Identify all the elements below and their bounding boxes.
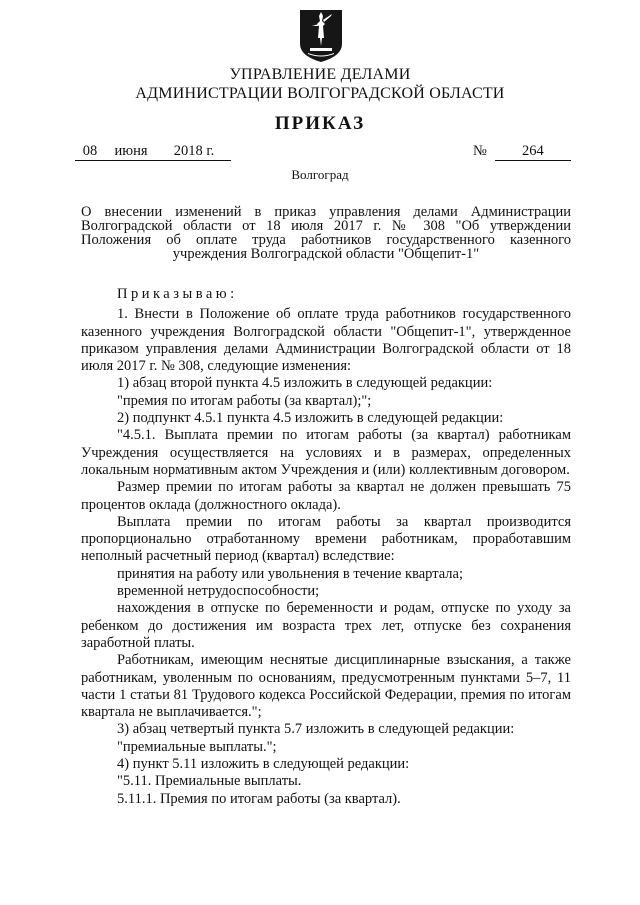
order-number (473, 143, 571, 161)
subject-line-3: Положения об оплате труда работников государственного казенного (81, 232, 571, 248)
subject-line-1: О внесении изменений в приказ управления делами Администрации (81, 204, 571, 220)
city-name: Волгоград (291, 167, 349, 182)
paragraph-6: Размер премии по итогам работы за квартал не должен превышать 75 процентов оклада (должностного оклада). (81, 479, 571, 513)
order-subject (81, 205, 571, 261)
paragraph-2: 1) абзац второй пункта 4.5 изложить в следующей редакции: (117, 375, 493, 392)
paragraph-1: 1. Внести в Положение об оплате труда работников государственного казенного учреждения Волгоградской области "Общепит-1", утвержденное приказом управления делами Администрации Волгоградской области от 18 июля 2017 г. № 308, следующие изменения: (81, 306, 571, 375)
order-date (75, 143, 231, 161)
order-date-month: июня (105, 143, 157, 161)
paragraph-7: Выплата премии по итогам работы за квартал производится пропорционально отработанному времени работникам, проработавшим неполный расчетный период (квартал) вследствие: (81, 513, 571, 565)
document-type-title: ПРИКАЗ (274, 113, 366, 134)
order-date-year: 2018 г. (157, 143, 231, 161)
order-directive-word: Приказываю: (117, 286, 238, 302)
order-body (81, 286, 571, 808)
paragraph-8: принятия на работу или увольнения в течение квартала; (117, 565, 464, 582)
paragraph-10: нахождения в отпуске по беременности и родам, отпуске по уходу за ребенком до достижения им возраста трех лет, отпуске без сохранения заработной платы. (81, 600, 571, 651)
paragraph-13: "премиальные выплаты."; (117, 738, 277, 755)
order-date-day: 08 (75, 143, 105, 161)
paragraph-15: "5.11. Премиальные выплаты. (117, 773, 302, 790)
subject-line-2: Волгоградской области от 18 июля 2017 г. № 308 "Об утверждении (81, 218, 571, 234)
paragraph-4: 2) подпункт 4.5.1 пункта 4.5 изложить в следующей редакции: (117, 410, 504, 427)
paragraph-14: 4) пункт 5.11 изложить в следующей редакции: (117, 756, 410, 773)
organization-name-line-1: УПРАВЛЕНИЕ ДЕЛАМИ (229, 66, 411, 83)
volgograd-coat-of-arms-emblem (298, 8, 344, 63)
paragraph-11: Работникам, имеющим неснятые дисциплинарные взыскания, а также работникам, уволенным по основаниям, предусмотренным пунктами 5–7, 11 части 1 статьи 81 Трудового кодекса Российской Федерации, премия по итогам квартала не выплачивается."; (81, 652, 571, 721)
paragraph-5: "4.5.1. Выплата премии по итогам работы (за квартал) работникам Учреждения осуществляется на условиях и в размерах, определенных локальным нормативным актом Учреждения и (или) коллективным договором. (81, 427, 571, 478)
paragraph-3: "премия по итогам работы (за квартал);"; (117, 392, 372, 409)
paragraph-16: 5.11.1. Премия по итогам работы (за квартал). (117, 790, 401, 807)
order-number-label: № (473, 143, 487, 159)
paragraph-12: 3) абзац четвертый пункта 5.7 изложить в следующей редакции: (117, 721, 515, 738)
paragraph-9: временной нетрудоспособности; (117, 583, 320, 600)
subject-line-4: учреждения Волгоградской области "Общепит-1" (172, 246, 480, 262)
order-number-value: 264 (495, 143, 571, 161)
organization-name-line-2: АДМИНИСТРАЦИИ ВОЛГОГРАДСКОЙ ОБЛАСТИ (135, 85, 505, 102)
